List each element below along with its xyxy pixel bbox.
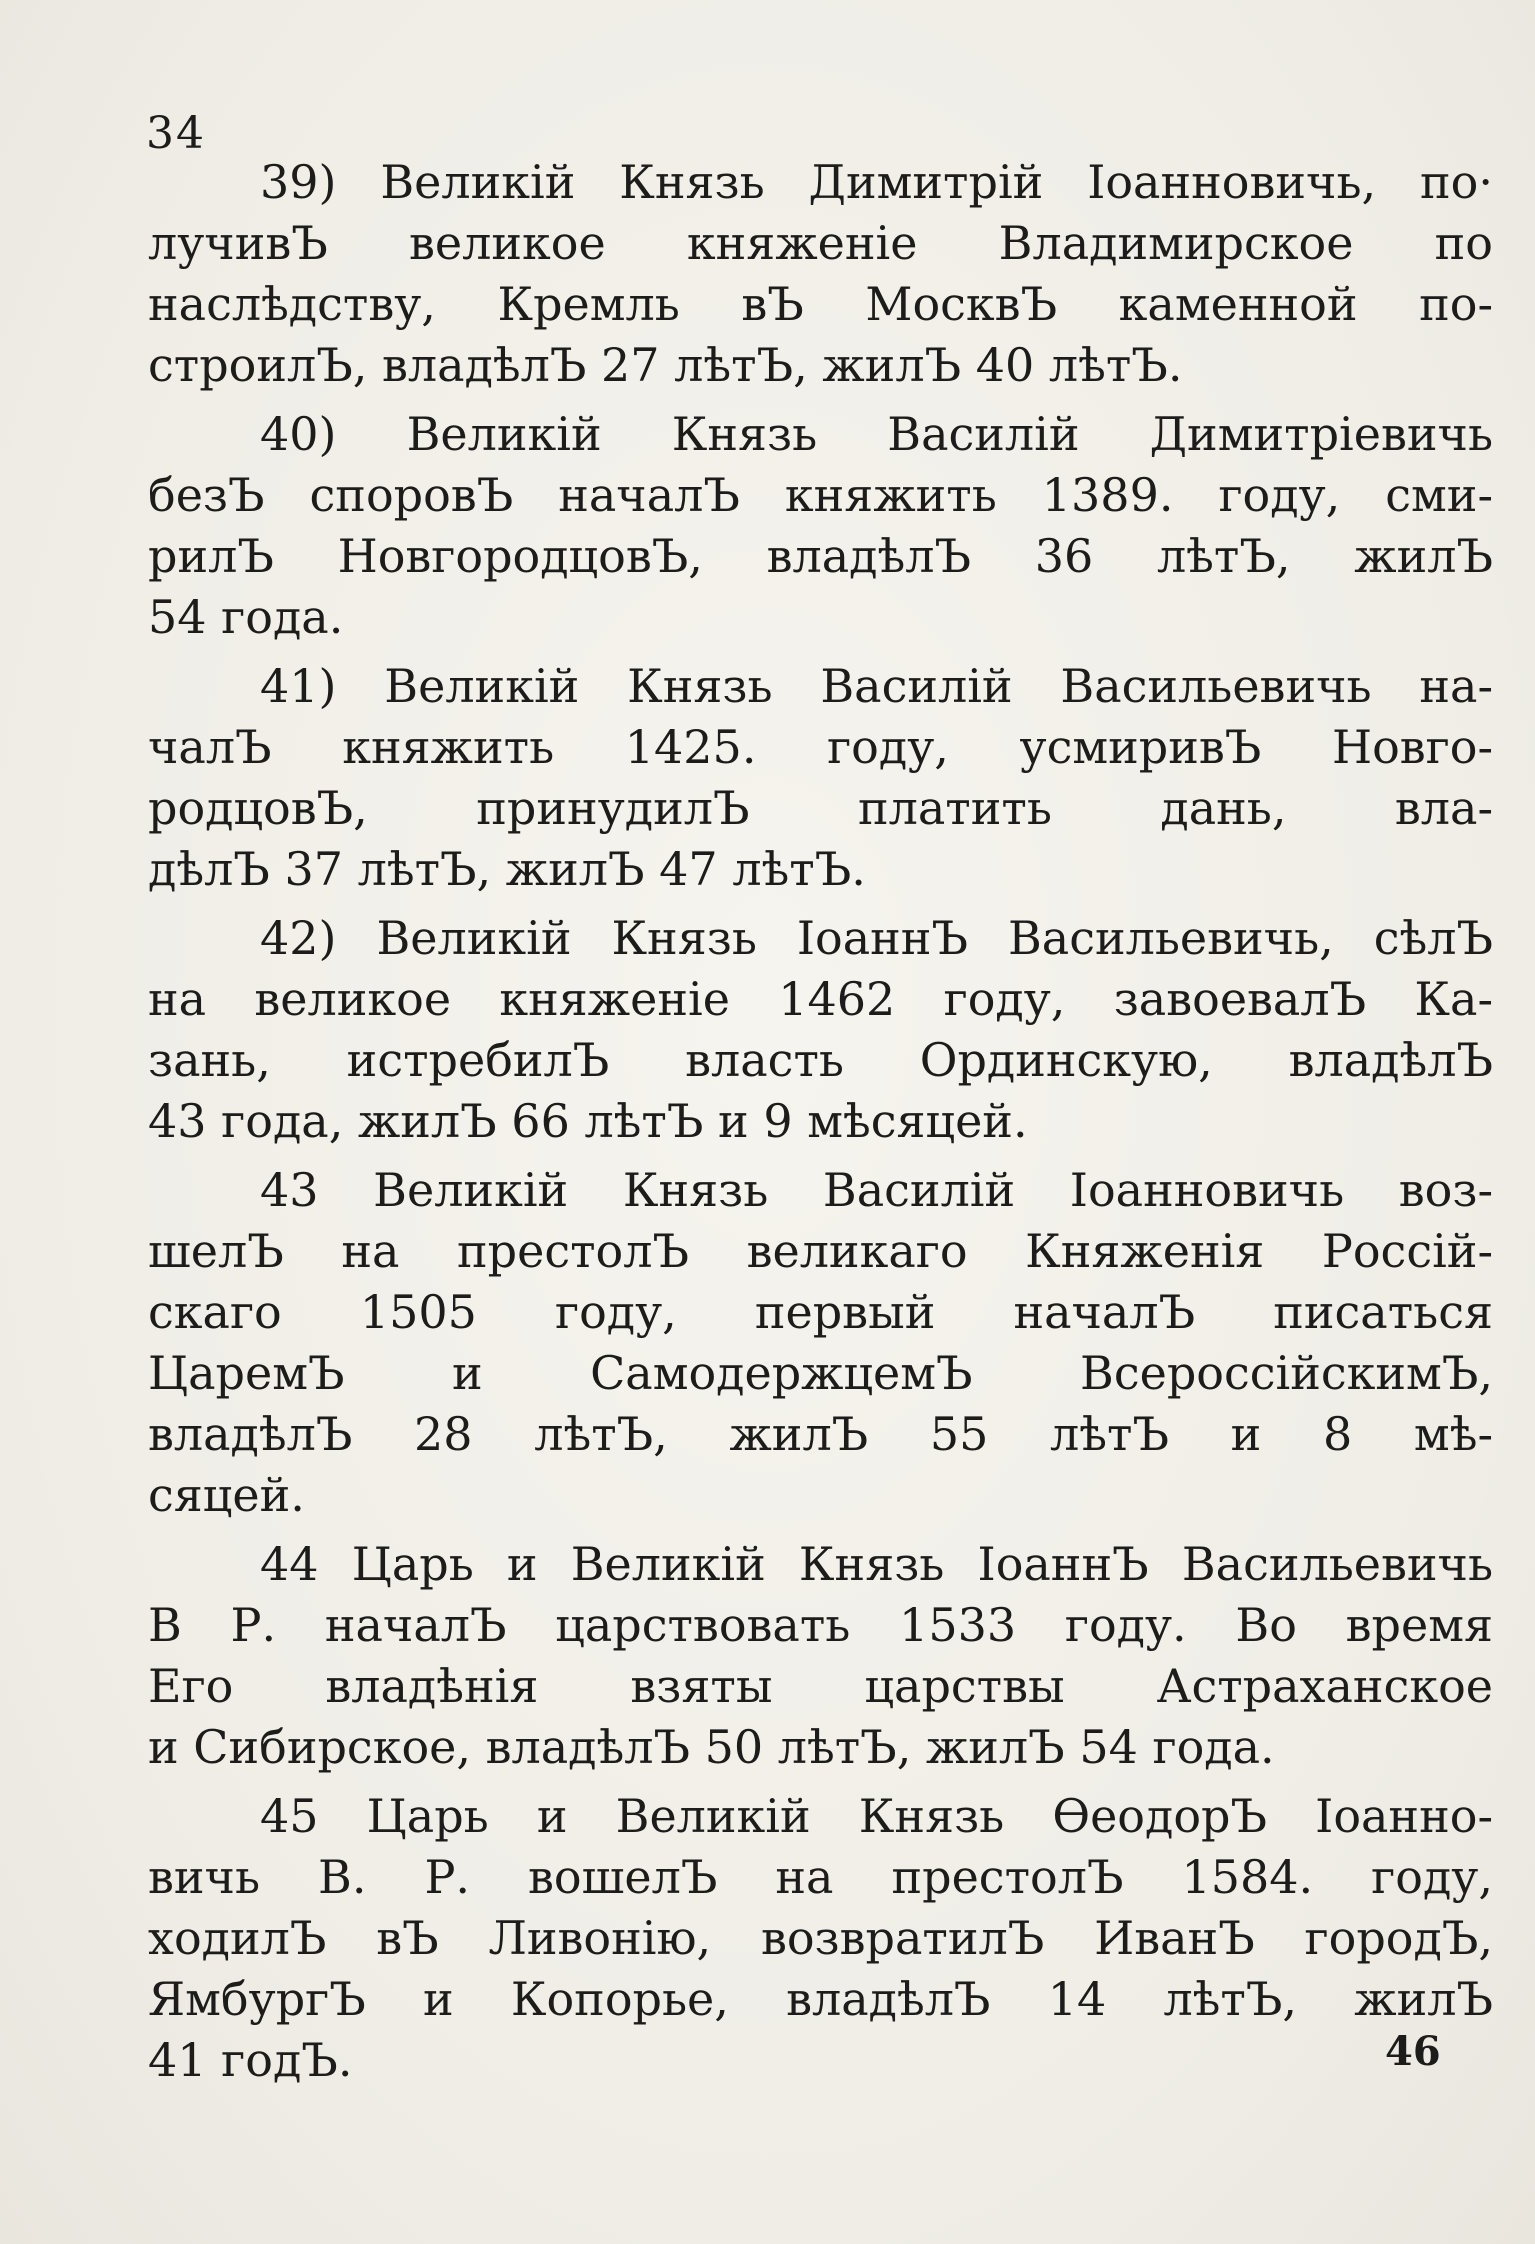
text-line: 41 годЪ. [148, 2033, 353, 2087]
text-line: 42) Великій Князь ІоаннЪ Васильевичь, сѣлЪ [260, 911, 1493, 965]
text-line: 44 Царь и Великій Князь ІоаннЪ Васильевичь [260, 1537, 1493, 1591]
text-line: чалЪ княжить 1425. году, усмиривЪ Новго- [148, 720, 1493, 774]
text-line: родцовЪ, принудилЪ платить дань, вла- [148, 781, 1493, 835]
paragraph-44 [148, 1534, 1493, 1778]
paragraph-42 [148, 908, 1493, 1152]
text-line: 43 года, жилЪ 66 лѣтЪ и 9 мѣсяцей. [148, 1094, 1028, 1148]
page-number-top: 34 [146, 108, 206, 159]
text-line: 54 года. [148, 590, 344, 644]
text-line: дѣлЪ 37 лѣтЪ, жилЪ 47 лѣтЪ. [148, 842, 866, 896]
text-line: 45 Царь и Великій Князь ѲеодорЪ Іоанно- [260, 1789, 1493, 1843]
text-line: безЪ споровЪ началЪ княжить 1389. году, сми- [148, 468, 1493, 522]
text-line: 39) Великій Князь Димитрій Іоанновичь, по· [260, 155, 1493, 209]
text-line: наслѣдству, Кремль вЪ МосквЪ каменной по- [148, 277, 1493, 331]
text-line: 41) Великій Князь Василій Васильевичь на- [260, 659, 1493, 713]
text-line: вичь В. Р. вошелЪ на престолЪ 1584. году, [148, 1850, 1493, 1904]
text-line: шелЪ на престолЪ великаго Княженія Россій- [148, 1224, 1493, 1278]
paragraph-45 [148, 1786, 1493, 2091]
text-line: ЯмбургЪ и Копорье, владѣлЪ 14 лѣтЪ, жилЪ [148, 1972, 1493, 2026]
page-text [148, 152, 1493, 2099]
text-line: В Р. началЪ царствовать 1533 году. Во время [148, 1598, 1493, 1652]
text-line: владѣлЪ 28 лѣтЪ, жилЪ 55 лѣтЪ и 8 мѣ- [148, 1407, 1493, 1461]
text-line: рилЪ НовгородцовЪ, владѣлЪ 36 лѣтЪ, жилЪ [148, 529, 1493, 583]
text-line: сяцей. [148, 1468, 305, 1522]
paragraph-40 [148, 404, 1493, 648]
text-line: зань, истребилЪ власть Ординскую, владѣлЪ [148, 1033, 1493, 1087]
paragraph-39 [148, 152, 1493, 396]
text-line: 43 Великій Князь Василій Іоанновичь воз- [260, 1163, 1493, 1217]
paragraph-41 [148, 656, 1493, 900]
text-line: скаго 1505 году, первый началЪ писаться [148, 1285, 1493, 1339]
text-line: лучивЪ великое княженіе Владимирское по [148, 216, 1493, 270]
text-line: Его владѣнія взяты царствы Астраханское [148, 1659, 1493, 1713]
text-line: на великое княженіе 1462 году, завоевалЪ Ка- [148, 972, 1493, 1026]
text-line: и Сибирское, владѣлЪ 50 лѣтЪ, жилЪ 54 года. [148, 1720, 1275, 1774]
text-line: ЦаремЪ и СамодержцемЪ ВсероссійскимЪ, [148, 1346, 1493, 1400]
paragraph-43 [148, 1160, 1493, 1526]
page-number-bottom: 46 [1385, 2028, 1441, 2075]
text-line: строилЪ, владѣлЪ 27 лѣтЪ, жилЪ 40 лѣтЪ. [148, 338, 1183, 392]
text-line: 40) Великій Князь Василій Димитріевичь [260, 407, 1493, 461]
text-line: ходилЪ вЪ Ливонію, возвратилЪ ИванЪ городЪ, [148, 1911, 1493, 1965]
